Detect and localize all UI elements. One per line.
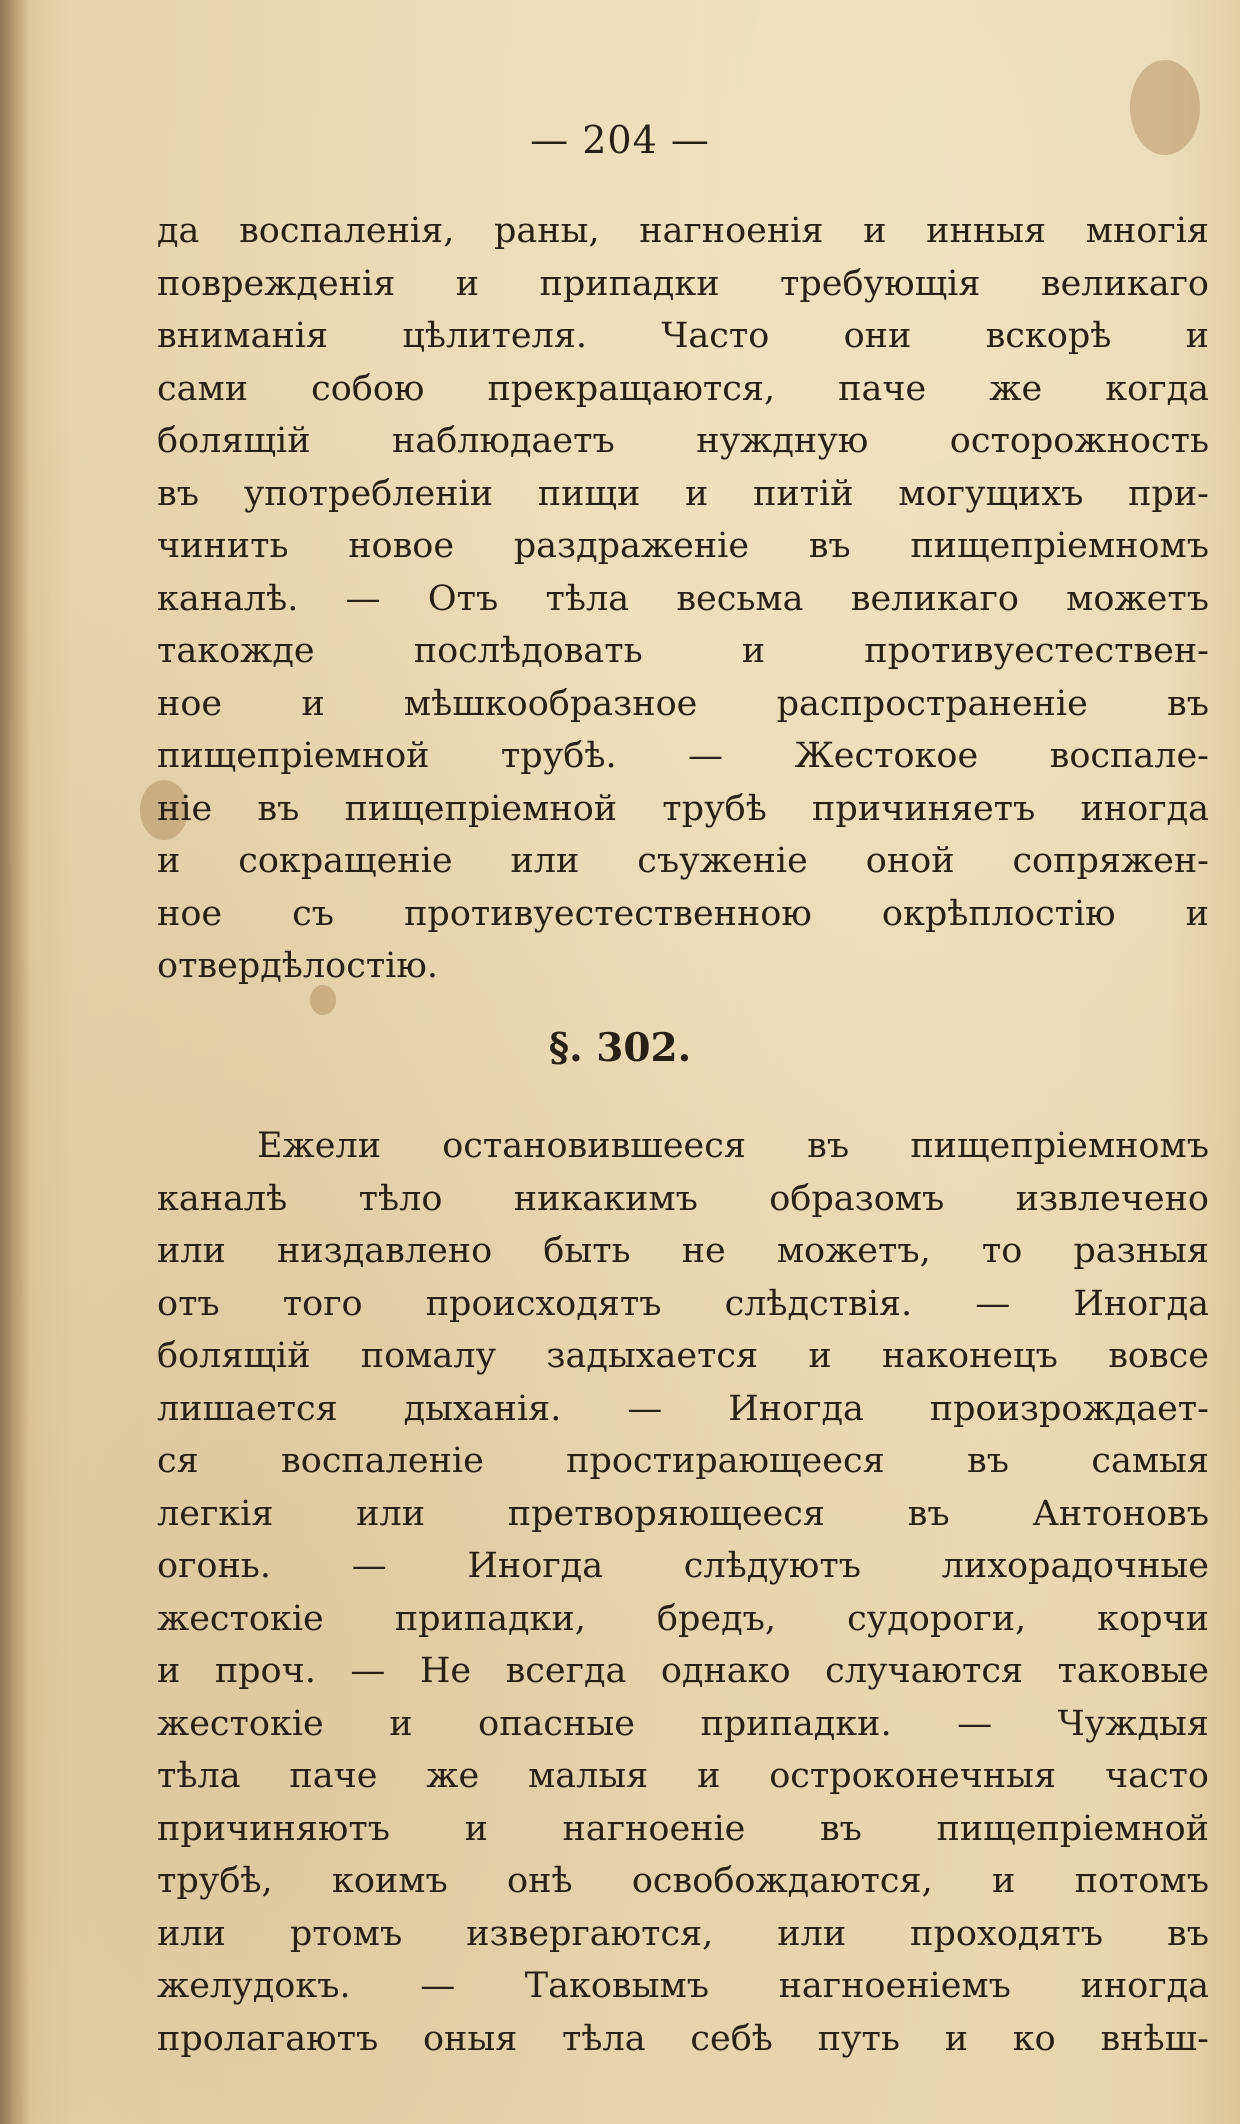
text-line: пролагаютъ оныя тѣла себѣ путь и ко внѣш- bbox=[157, 2018, 1209, 2059]
text-line: лишается дыханія. — Иногда произрождает- bbox=[157, 1388, 1209, 1429]
text-line: или ртомъ извергаются, или проходятъ въ bbox=[157, 1913, 1209, 1954]
text-line: въ употребленіи пищи и питій могущихъ при- bbox=[157, 473, 1209, 514]
text-line: пищепріемной трубѣ. — Жестокое воспале- bbox=[157, 736, 1209, 776]
text-line: болящій помалу задыхается и наконецъ вовсе bbox=[157, 1336, 1209, 1376]
text-line: ся воспаленіе простирающееся въ самыя bbox=[157, 1441, 1209, 1481]
text-line: ное съ противуестественною окрѣплостію и bbox=[157, 893, 1209, 934]
text-line: жестокіе припадки, бредъ, судороги, корчи bbox=[157, 1598, 1209, 1639]
paragraph-section-302 bbox=[157, 1120, 1209, 2065]
text-line: да воспаленія, раны, нагноенія и инныя многія bbox=[157, 211, 1209, 251]
text-line: и проч. — Не всегда однако случаются таковые bbox=[157, 1651, 1209, 1691]
text-line: легкія или претворяющееся въ Антоновъ bbox=[157, 1493, 1209, 1534]
text-line: чинить новое раздраженіе въ пищепріемномъ bbox=[157, 526, 1209, 566]
text-line: сами собою прекращаются, паче же когда bbox=[157, 368, 1209, 409]
section-heading: §. 302. bbox=[548, 1025, 692, 1071]
text-line: или низдавлено быть не можетъ, то разныя bbox=[157, 1231, 1209, 1271]
text-line: каналѣ. — Отъ тѣла весьма великаго можетъ bbox=[157, 578, 1209, 619]
text-line: отъ того происходятъ слѣдствія. — Иногда bbox=[157, 1283, 1209, 1324]
text-line: такожде послѣдовать и противуестествен- bbox=[157, 631, 1209, 671]
page-number: — 204 — bbox=[530, 118, 710, 162]
text-line: ное и мѣшкообразное распространеніе въ bbox=[157, 683, 1209, 724]
text-line: каналѣ тѣло никакимъ образомъ извлечено bbox=[157, 1178, 1209, 1219]
text-line: желудокъ. — Таковымъ нагноеніемъ иногда bbox=[157, 1966, 1209, 2006]
text-line: и сокращеніе или съуженіе оной сопряжен- bbox=[157, 841, 1209, 881]
text-line: жестокіе и опасные припадки. — Чуждыя bbox=[157, 1703, 1209, 1744]
text-line: ніе въ пищепріемной трубѣ причиняетъ иногда bbox=[157, 788, 1209, 829]
paragraph-continued bbox=[157, 205, 1209, 993]
text-line: трубѣ, коимъ онѣ освобождаются, и потомъ bbox=[157, 1861, 1209, 1901]
text-line: тѣла паче же малыя и остроконечныя часто bbox=[157, 1756, 1209, 1796]
text-line: отвердѣлостію. bbox=[157, 946, 438, 986]
text-line: огонь. — Иногда слѣдуютъ лихорадочные bbox=[157, 1546, 1209, 1586]
text-line: вниманія цѣлителя. Часто они вскорѣ и bbox=[157, 316, 1209, 356]
text-line: причиняютъ и нагноеніе въ пищепріемной bbox=[157, 1808, 1209, 1849]
text-line: Ежели остановившееся въ пищепріемномъ bbox=[257, 1126, 1209, 1166]
text-line: поврежденія и припадки требующія великаго bbox=[157, 263, 1209, 304]
text-line: болящій наблюдаетъ нуждную осторожность bbox=[157, 421, 1209, 461]
